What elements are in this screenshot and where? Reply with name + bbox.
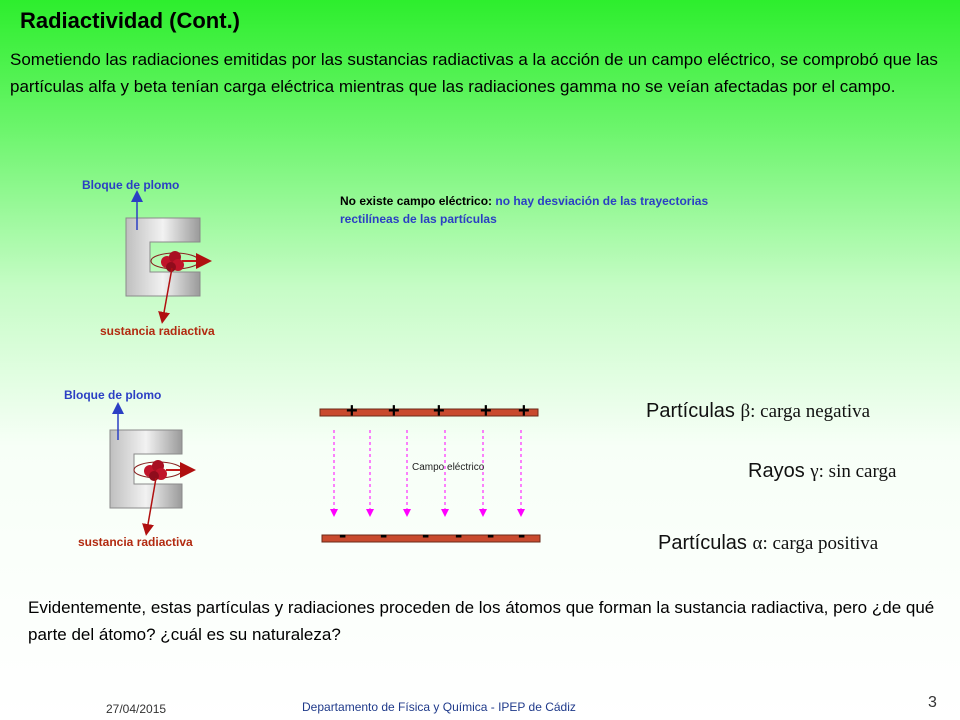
minus-sign: -: [487, 522, 495, 547]
negative-plate: [322, 535, 540, 542]
note-rest: no hay desviación de las trayectorias rectilíneas de las partículas: [340, 194, 709, 226]
substance-label-2: sustancia radiactiva: [78, 535, 193, 549]
gamma-symbol: γ: [810, 461, 819, 482]
alpha-label: Partículas: [658, 532, 753, 554]
minus-sign: -: [380, 522, 388, 547]
gamma-result: [748, 460, 896, 483]
note-lead: No existe campo eléctrico:: [340, 194, 493, 208]
lead-block-label-2: Bloque de plomo: [64, 388, 162, 402]
alpha-description: : carga positiva: [762, 533, 879, 554]
beta-description: : carga negativa: [750, 401, 871, 422]
alpha-result: [658, 532, 878, 555]
minus-sign: -: [455, 522, 463, 547]
plus-sign: +: [480, 400, 492, 422]
plus-sign: +: [346, 400, 358, 422]
page-number: 3: [928, 694, 937, 711]
substance-label-1: sustancia radiactiva: [100, 324, 215, 338]
footer-department: Departamento de Física y Química - IPEP de Cádiz: [302, 700, 576, 714]
plus-sign: +: [433, 400, 445, 422]
no-field-note: [340, 192, 720, 228]
gamma-label: Rayos: [748, 460, 811, 482]
plus-sign: +: [388, 400, 400, 422]
electric-field-label: Campo eléctrico: [412, 462, 485, 473]
intro-paragraph: Sometiendo las radiaciones emitidas por las sustancias radiactivas a la acción de un campo eléctrico, se comprobó que las partículas alfa y beta tenían carga eléctrica mientras que las radiaciones gamma no se veían afectadas por el campo.: [10, 50, 938, 96]
beta-symbol: β: [740, 401, 751, 422]
minus-sign: -: [422, 522, 430, 547]
beta-label: Partículas: [646, 400, 741, 422]
alpha-symbol: α: [752, 533, 763, 554]
gamma-description: : sin carga: [818, 461, 897, 482]
footer-date: 27/04/2015: [106, 702, 167, 716]
minus-sign: -: [518, 522, 526, 547]
conclusion-paragraph: Evidentemente, estas partículas y radiaciones proceden de los átomos que forman la sustancia radiactiva, pero ¿de qué parte del átomo? ¿cuál es su naturaleza?: [28, 598, 935, 644]
lead-block-label-1: Bloque de plomo: [82, 178, 180, 192]
plus-sign: +: [518, 400, 530, 422]
beta-result: [646, 400, 870, 423]
minus-sign: -: [339, 522, 347, 547]
slide-title: Radiactividad (Cont.): [20, 8, 241, 33]
